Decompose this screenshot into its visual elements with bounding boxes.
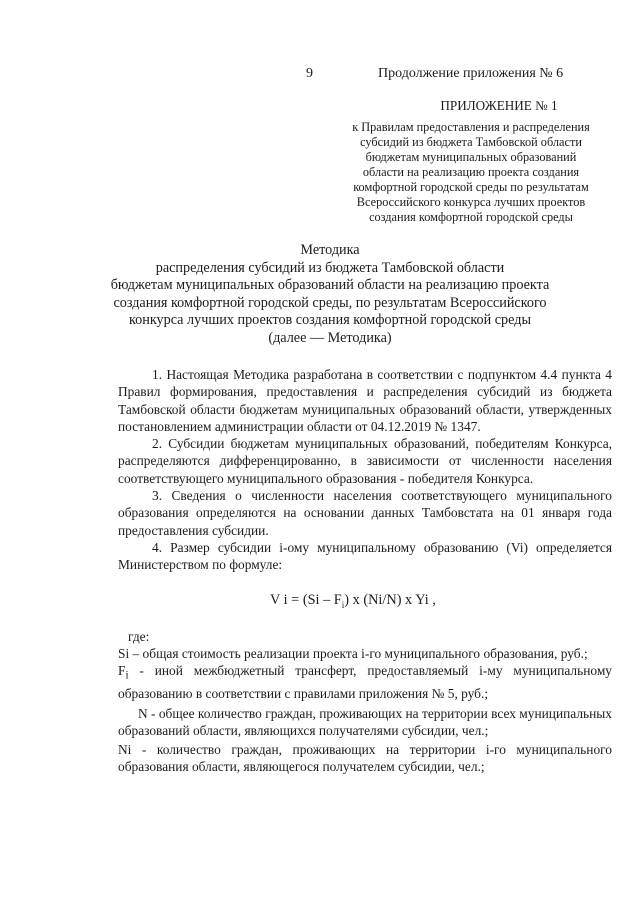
where-label: где: [128, 628, 150, 644]
page-header [0, 66, 640, 84]
definition-fi [118, 662, 612, 702]
document-title [80, 242, 580, 347]
formula-right: ) x (Ni/N) x Yi , [344, 591, 436, 608]
definition-fi-symbol: F [118, 663, 126, 679]
formula-subscript: i [341, 599, 345, 610]
title-line: бюджетам муниципальных образований области на реализацию проекта [110, 277, 550, 293]
definition-si: Si – общая стоимость реализации проекта i-го муниципального образования, руб.; [118, 646, 588, 662]
paragraph-2: 2. Субсидии бюджетам муниципальных образований, победителям Конкурса, распределяются дифференцированно, в зависимости от численности населения соответствующего муниципального образования - победителя Конкурса. [118, 436, 612, 486]
document-body [118, 366, 612, 776]
paragraph-3: 3. Сведения о численности населения соответствующего муниципального образования определяются на основании данных Тамбовстата на 01 января года предоставления субсидии. [118, 488, 612, 538]
title-line: распределения субсидий из бюджета Тамбовской области [155, 259, 505, 276]
title-line: создания комфортной городской среды, по результатам Всероссийского [113, 294, 547, 311]
paragraph-1: 1. Настоящая Методика разработана в соответствии с подпунктом 4.4 пункта 4 Правил формирования, предоставления и распределения субсидий из бюджета Тамбовской области бюджетам муниципальных образований области, утвержденных постановлением администрации области от 04.12.2019 № 1347. [118, 367, 612, 434]
title-line: (далее — Методика) [268, 329, 392, 346]
continuation-note: Продолжение приложения № 6 [378, 66, 564, 81]
appendix-line: бюджетам муниципальных образований [365, 150, 577, 164]
appendix-line: к Правилам предоставления и распределения [352, 120, 590, 134]
appendix-line: области на реализацию проекта создания [362, 165, 580, 179]
appendix-title: ПРИЛОЖЕНИЕ № 1 [440, 98, 558, 113]
appendix-line: комфортной городской среды по результатам [353, 180, 589, 194]
definition-n: N - общее количество граждан, проживающих на территории всех муниципальных образований области, являющихся получателями субсидии, чел.; [118, 705, 612, 738]
page-number: 9 [306, 66, 313, 81]
appendix-block [336, 98, 606, 225]
title-line: конкурса лучших проектов создания комфортной городской среды [128, 312, 532, 328]
title-line: Методика [300, 242, 360, 258]
definition-fi-text: - иной межбюджетный трансферт, предоставляемый i-му муниципальному образованию в соответствии с правилами приложения № 5, руб.; [118, 663, 612, 702]
appendix-line: создания комфортной городской среды [369, 210, 573, 224]
formula-left: V i = (Si – F [270, 591, 342, 608]
definition-ni: Ni - количество граждан, проживающих на территории i-го муниципального образования области, являющегося получателем субсидии, чел.; [118, 742, 612, 775]
formula [118, 592, 612, 614]
appendix-line: Всероссийского конкурса лучших проектов [356, 195, 586, 209]
definition-fi-subscript: i [125, 669, 129, 682]
paragraph-4: 4. Размер субсидии i-ому муниципальному образованию (Vi) определяется Министерством по формуле: [118, 539, 612, 573]
appendix-line: субсидий из бюджета Тамбовской области [360, 135, 582, 149]
